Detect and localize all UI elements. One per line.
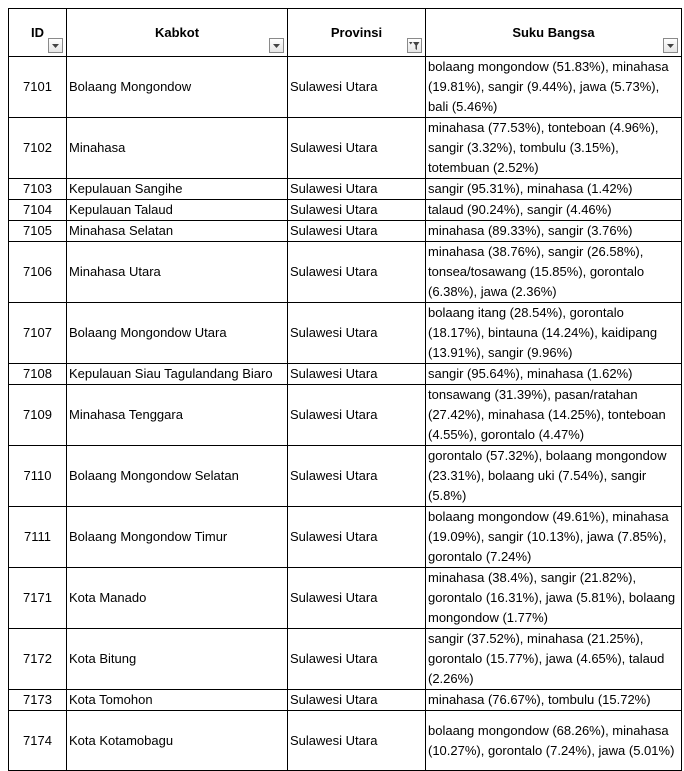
cell-kabkot[interactable]: Kepulauan Siau Tagulandang Biaro: [67, 364, 288, 385]
cell-provinsi[interactable]: Sulawesi Utara: [288, 711, 426, 771]
header-row: [9, 9, 682, 57]
cell-provinsi[interactable]: Sulawesi Utara: [288, 57, 426, 118]
cell-suku-bangsa[interactable]: bolaang mongondow (49.61%), minahasa (19.09%), sangir (10.13%), jawa (7.85%), gorontalo (7.24%): [426, 507, 682, 568]
table-row: [9, 179, 682, 200]
table-row: [9, 446, 682, 507]
cell-suku-bangsa[interactable]: gorontalo (57.32%), bolaang mongondow (23.31%), bolaang uki (7.54%), sangir (5.8%): [426, 446, 682, 507]
table-row: [9, 711, 682, 771]
cell-id[interactable]: 7174: [9, 711, 67, 771]
cell-kabkot[interactable]: Bolaang Mongondow Selatan: [67, 446, 288, 507]
cell-suku-bangsa[interactable]: sangir (95.64%), minahasa (1.62%): [426, 364, 682, 385]
header-id-label: ID: [31, 24, 44, 40]
cell-id[interactable]: 7102: [9, 118, 67, 179]
ethnic-groups-table: [8, 8, 682, 771]
cell-kabkot[interactable]: Minahasa: [67, 118, 288, 179]
cell-kabkot[interactable]: Bolaang Mongondow Timur: [67, 507, 288, 568]
cell-suku-bangsa[interactable]: sangir (37.52%), minahasa (21.25%), gorontalo (15.77%), jawa (4.65%), talaud (2.26%): [426, 629, 682, 690]
cell-id[interactable]: 7104: [9, 200, 67, 221]
cell-id[interactable]: 7171: [9, 568, 67, 629]
cell-id[interactable]: 7173: [9, 690, 67, 711]
cell-provinsi[interactable]: Sulawesi Utara: [288, 303, 426, 364]
cell-provinsi[interactable]: Sulawesi Utara: [288, 364, 426, 385]
cell-id[interactable]: 7103: [9, 179, 67, 200]
table-row: [9, 242, 682, 303]
table-row: [9, 221, 682, 242]
header-suku[interactable]: [426, 9, 682, 57]
cell-provinsi[interactable]: Sulawesi Utara: [288, 507, 426, 568]
header-provinsi[interactable]: [288, 9, 426, 57]
table-row: [9, 507, 682, 568]
table-row: [9, 364, 682, 385]
cell-provinsi[interactable]: Sulawesi Utara: [288, 179, 426, 200]
cell-kabkot[interactable]: Kota Tomohon: [67, 690, 288, 711]
table-row: [9, 568, 682, 629]
cell-suku-bangsa[interactable]: minahasa (38.76%), sangir (26.58%), tonsea/tosawang (15.85%), gorontalo (6.38%), jawa (2.36%): [426, 242, 682, 303]
provinsi-filter-active-icon[interactable]: [407, 38, 422, 53]
cell-id[interactable]: 7111: [9, 507, 67, 568]
cell-kabkot[interactable]: Minahasa Tenggara: [67, 385, 288, 446]
table-row: [9, 385, 682, 446]
cell-kabkot[interactable]: Bolaang Mongondow: [67, 57, 288, 118]
cell-suku-bangsa[interactable]: bolaang mongondow (51.83%), minahasa (19.81%), sangir (9.44%), jawa (5.73%), bali (5.46%): [426, 57, 682, 118]
id-filter-dropdown-icon[interactable]: [48, 38, 63, 53]
cell-suku-bangsa[interactable]: minahasa (89.33%), sangir (3.76%): [426, 221, 682, 242]
cell-id[interactable]: 7109: [9, 385, 67, 446]
table-row: [9, 57, 682, 118]
cell-suku-bangsa[interactable]: minahasa (38.4%), sangir (21.82%), gorontalo (16.31%), jawa (5.81%), bolaang mongondow (1.77%): [426, 568, 682, 629]
cell-suku-bangsa[interactable]: minahasa (76.67%), tombulu (15.72%): [426, 690, 682, 711]
cell-provinsi[interactable]: Sulawesi Utara: [288, 629, 426, 690]
cell-provinsi[interactable]: Sulawesi Utara: [288, 200, 426, 221]
cell-id[interactable]: 7106: [9, 242, 67, 303]
suku-filter-dropdown-icon[interactable]: [663, 38, 678, 53]
kabkot-filter-dropdown-icon[interactable]: [269, 38, 284, 53]
cell-kabkot[interactable]: Kota Kotamobagu: [67, 711, 288, 771]
cell-id[interactable]: 7172: [9, 629, 67, 690]
cell-kabkot[interactable]: Minahasa Selatan: [67, 221, 288, 242]
table-row: [9, 690, 682, 711]
cell-kabkot[interactable]: Kota Bitung: [67, 629, 288, 690]
cell-suku-bangsa[interactable]: talaud (90.24%), sangir (4.46%): [426, 200, 682, 221]
table-row: [9, 303, 682, 364]
cell-suku-bangsa[interactable]: tonsawang (31.39%), pasan/ratahan (27.42%), minahasa (14.25%), tonteboan (4.55%), gorontalo (4.47%): [426, 385, 682, 446]
table-row: [9, 118, 682, 179]
cell-kabkot[interactable]: Kota Manado: [67, 568, 288, 629]
cell-kabkot[interactable]: Kepulauan Sangihe: [67, 179, 288, 200]
cell-id[interactable]: 7107: [9, 303, 67, 364]
cell-provinsi[interactable]: Sulawesi Utara: [288, 385, 426, 446]
cell-kabkot[interactable]: Minahasa Utara: [67, 242, 288, 303]
cell-id[interactable]: 7105: [9, 221, 67, 242]
cell-provinsi[interactable]: Sulawesi Utara: [288, 221, 426, 242]
cell-provinsi[interactable]: Sulawesi Utara: [288, 568, 426, 629]
cell-suku-bangsa[interactable]: bolaang itang (28.54%), gorontalo (18.17%), bintauna (14.24%), kaidipang (13.91%), sangir (9.96%): [426, 303, 682, 364]
header-suku-label: Suku Bangsa: [512, 24, 595, 40]
header-kabkot-label: Kabkot: [154, 24, 200, 40]
cell-suku-bangsa[interactable]: minahasa (77.53%), tonteboan (4.96%), sangir (3.32%), tombulu (3.15%), totembuan (2.52%): [426, 118, 682, 179]
cell-suku-bangsa[interactable]: sangir (95.31%), minahasa (1.42%): [426, 179, 682, 200]
cell-provinsi[interactable]: Sulawesi Utara: [288, 446, 426, 507]
cell-id[interactable]: 7110: [9, 446, 67, 507]
header-provinsi-label: Provinsi: [330, 24, 383, 40]
cell-id[interactable]: 7101: [9, 57, 67, 118]
cell-suku-bangsa[interactable]: bolaang mongondow (68.26%), minahasa (10.27%), gorontalo (7.24%), jawa (5.01%): [426, 711, 682, 771]
header-id[interactable]: [9, 9, 67, 57]
table-row: [9, 629, 682, 690]
cell-id[interactable]: 7108: [9, 364, 67, 385]
cell-kabkot[interactable]: Bolaang Mongondow Utara: [67, 303, 288, 364]
table-row: [9, 200, 682, 221]
cell-provinsi[interactable]: Sulawesi Utara: [288, 690, 426, 711]
cell-provinsi[interactable]: Sulawesi Utara: [288, 118, 426, 179]
header-kabkot[interactable]: [67, 9, 288, 57]
cell-provinsi[interactable]: Sulawesi Utara: [288, 242, 426, 303]
cell-kabkot[interactable]: Kepulauan Talaud: [67, 200, 288, 221]
